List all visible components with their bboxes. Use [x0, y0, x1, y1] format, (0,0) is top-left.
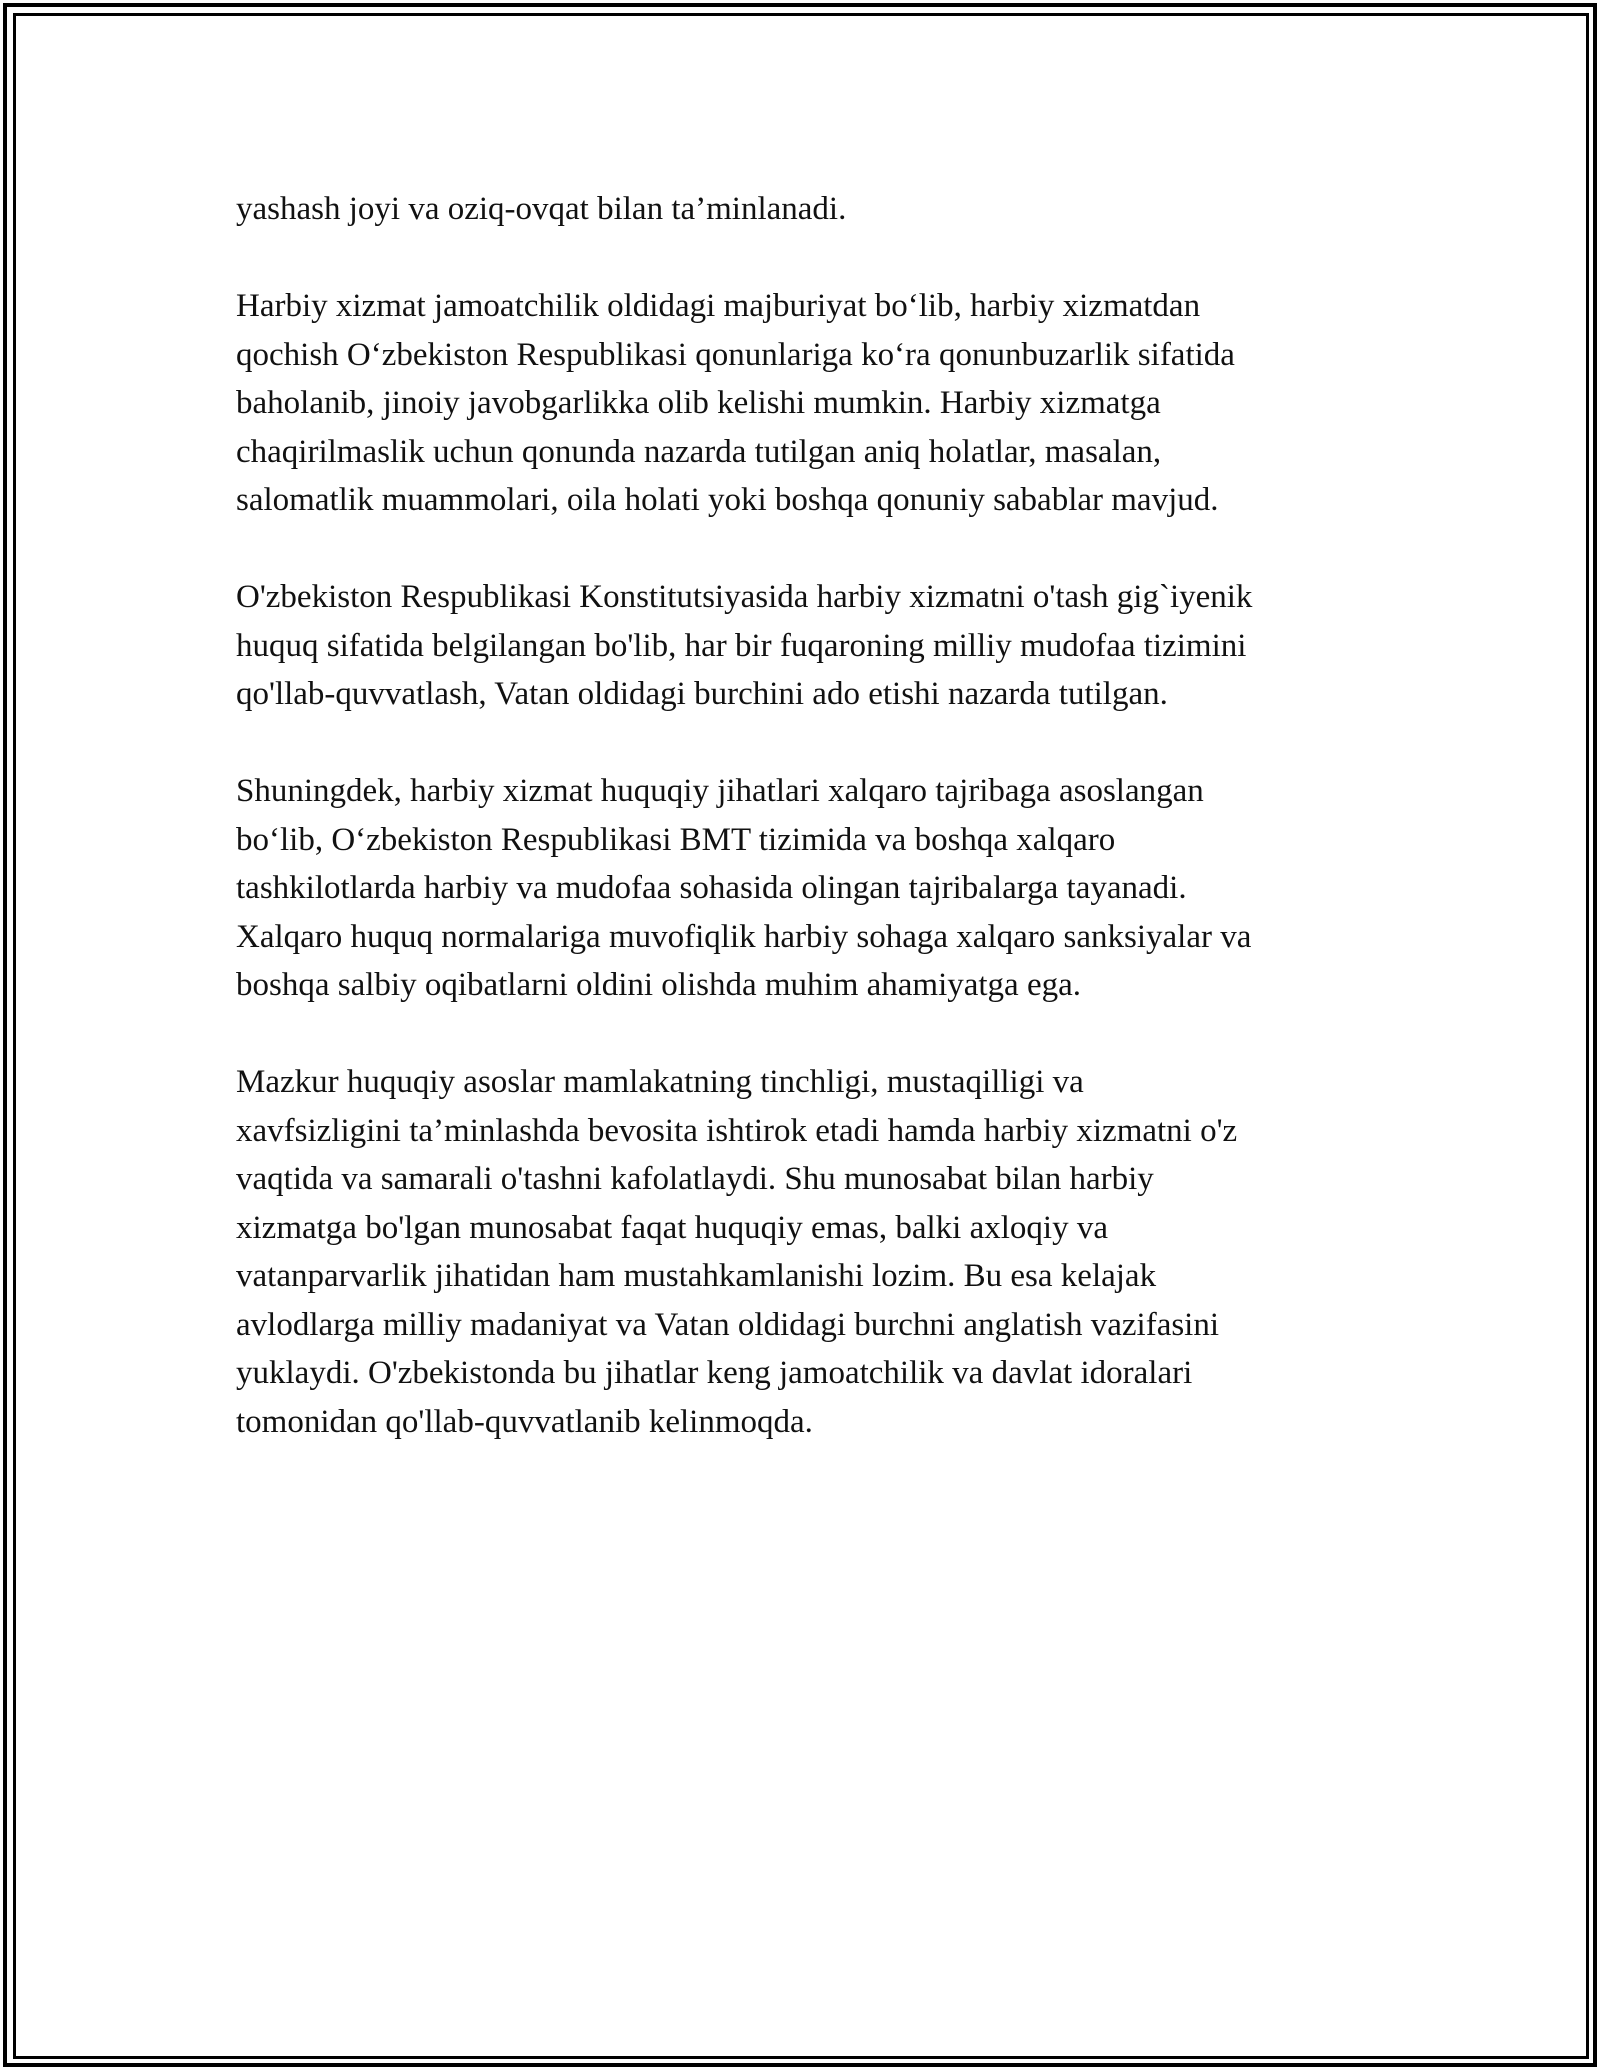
text-line: Shuningdek, harbiy xizmat huquqiy jihatlari xalqaro tajribaga asoslangan	[236, 773, 1204, 809]
paragraph-4	[236, 767, 1376, 1010]
paragraph-1	[236, 185, 1376, 234]
text-line: vaqtida va samarali o'tashni kafolatlaydi. Shu munosabat bilan harbiy	[236, 1161, 1154, 1197]
text-line: salomatlik muammolari, oila holati yoki boshqa qonuniy sabablar mavjud.	[236, 482, 1219, 518]
text-line: Xalqaro huquq normalariga muvofiqlik harbiy sohaga xalqaro sanksiyalar va	[236, 918, 1252, 955]
text-line: tomonidan qo'llab-quvvatlanib kelinmoqda.	[236, 1403, 813, 1440]
text-line: boshqa salbiy oqibatlarni oldini olishda muhim ahamiyatga ega.	[236, 967, 1081, 1003]
text-line: qo'llab-quvvatlash, Vatan oldidagi burchini ado etishi nazarda tutilgan.	[236, 676, 1168, 712]
text-line: bo‘lib, O‘zbekiston Respublikasi BMT tizimida va boshqa xalqaro	[236, 821, 1116, 858]
text-line: O'zbekiston Respublikasi Konstitutsiyasida harbiy xizmatni o'tash gig`iyenik	[236, 579, 1253, 615]
text-line: xizmatga bo'lgan munosabat faqat huquqiy emas, balki axloqiy va	[236, 1209, 1108, 1246]
text-line: baholanib, jinoiy javobgarlikka olib kelishi mumkin. Harbiy xizmatga	[236, 385, 1161, 421]
document-body	[236, 185, 1376, 1495]
text-line: Harbiy xizmat jamoatchilik oldidagi majburiyat bo‘lib, harbiy xizmatdan	[236, 288, 1201, 324]
text-line: chaqirilmaslik uchun qonunda nazarda tutilgan aniq holatlar, masalan,	[236, 433, 1162, 470]
text-line: qochish O‘zbekiston Respublikasi qonunlariga ko‘ra qonunbuzarlik sifatida	[236, 336, 1235, 373]
text-line: avlodlarga milliy madaniyat va Vatan oldidagi burchni anglatish vazifasini	[236, 1306, 1220, 1343]
paragraph-5	[236, 1058, 1376, 1446]
text-line: xavfsizligini ta’minlashda bevosita ishtirok etadi hamda harbiy xizmatni o'z	[236, 1112, 1238, 1149]
text-line: tashkilotlarda harbiy va mudofaa sohasida olingan tajribalarga tayanadi.	[236, 870, 1187, 906]
text-line: vatanparvarlik jihatidan ham mustahkamlanishi lozim. Bu esa kelajak	[236, 1258, 1157, 1294]
paragraph-3	[236, 573, 1376, 719]
text-line: Mazkur huquqiy asoslar mamlakatning tinchligi, mustaqilligi va	[236, 1064, 1084, 1100]
text-line: yuklaydi. O'zbekistonda bu jihatlar keng jamoatchilik va davlat idoralari	[236, 1355, 1193, 1391]
paragraph-2	[236, 282, 1376, 525]
text-line: huquq sifatida belgilangan bo'lib, har bir fuqaroning milliy mudofaa tizimini	[236, 627, 1247, 664]
text-line: yashash joyi va oziq-ovqat bilan ta’minlanadi.	[236, 191, 847, 227]
